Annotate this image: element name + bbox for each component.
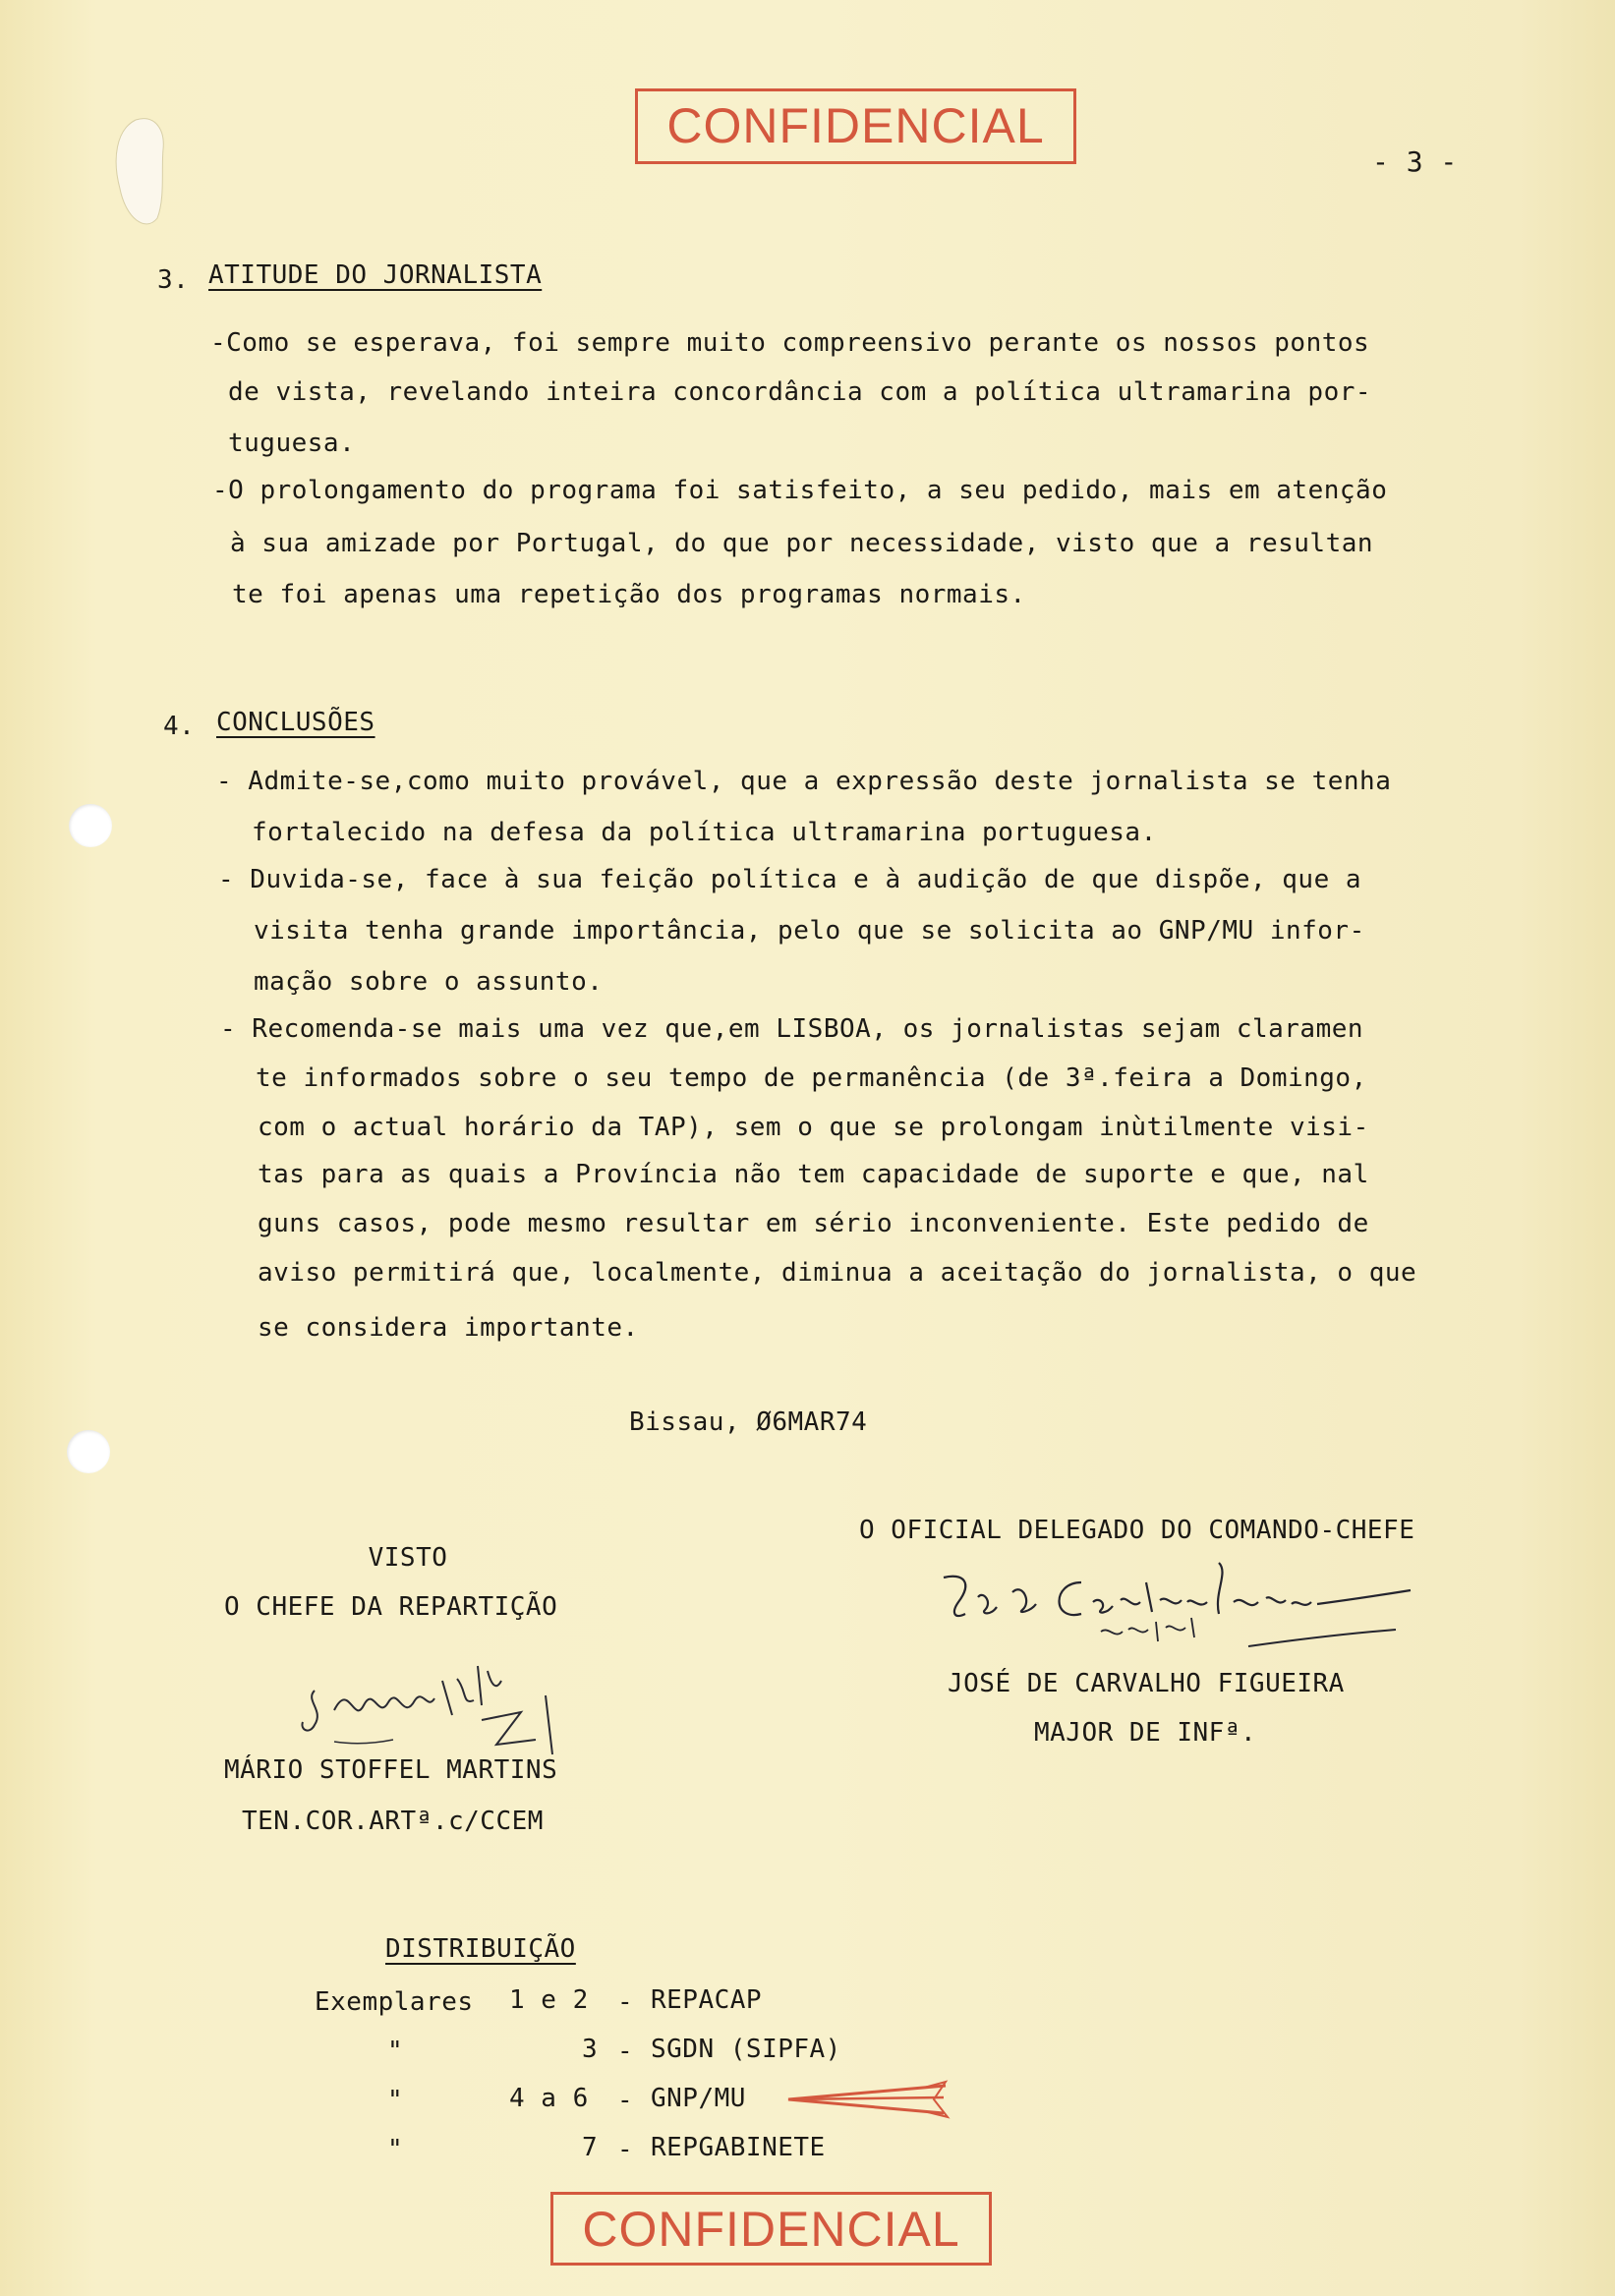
distribution-dash: - — [617, 1987, 634, 2017]
section-4-line: mação sobre o assunto. — [254, 967, 604, 997]
distribution-dash: - — [617, 2086, 634, 2115]
section-4-line: aviso permitirá que, localmente, diminua a aceitação do jornalista, o que — [258, 1258, 1417, 1288]
section-4-line: - Admite-se,como muito provável, que a expressão deste jornalista se tenha — [216, 767, 1392, 796]
distribution-label: " — [387, 2135, 404, 2164]
confidential-stamp-bottom: CONFIDENCIAL — [550, 2192, 992, 2266]
distribution-destination: REPACAP — [651, 1985, 763, 2015]
section-3-line: tuguesa. — [228, 429, 356, 458]
page-number: - 3 - — [1372, 145, 1458, 178]
section-4-line: visita tenha grande importância, pelo que se solicita ao GNP/MU infor- — [254, 916, 1365, 946]
section-4-line: guns casos, pode mesmo resultar em sério inconveniente. Este pedido de — [258, 1209, 1369, 1238]
section-4-line: com o actual horário da TAP), sem o que se prolongam inùtilmente visi- — [258, 1113, 1369, 1142]
section-3-line: -Como se esperava, foi sempre muito compreensivo perante os nossos pontos — [210, 328, 1370, 358]
right-signatory-name: JOSÉ DE CARVALHO FIGUEIRA — [948, 1669, 1345, 1698]
section-4-line: te informados sobre o seu tempo de permanência (de 3ª.feira a Domingo, — [256, 1063, 1367, 1093]
section-3-line: à sua amizade por Portugal, do que por necessidade, visto que a resultan — [230, 529, 1374, 558]
distribution-copies: 3 — [582, 2035, 599, 2064]
section-3-line: -O prolongamento do programa foi satisfeito, a seu pedido, mais em atenção — [212, 476, 1388, 505]
distribution-copies: 1 e 2 — [509, 1985, 589, 2015]
paper-tear — [106, 110, 165, 238]
section-3-title: ATITUDE DO JORNALISTA — [208, 260, 543, 290]
distribution-destination: GNP/MU — [651, 2084, 746, 2113]
section-3-line: de vista, revelando inteira concordância com a política ultramarina por- — [228, 377, 1372, 407]
distribution-dash: - — [617, 2135, 634, 2164]
left-handwritten-signature — [295, 1651, 590, 1759]
section-4-line: - Recomenda-se mais uma vez que,em LISBOA, os jornalistas sejam claramen — [220, 1014, 1364, 1044]
distribution-copies: 7 — [582, 2133, 599, 2162]
section-4-line: fortalecido na defesa da política ultramarina portuguesa. — [252, 818, 1157, 847]
right-signatory-role: O OFICIAL DELEGADO DO COMANDO-CHEFE — [859, 1516, 1415, 1545]
confidential-stamp-top: CONFIDENCIAL — [635, 88, 1076, 164]
left-signatory-name: MÁRIO STOFFEL MARTINS — [224, 1755, 558, 1785]
distribution-dash: - — [617, 2037, 634, 2066]
right-signatory-rank: MAJOR DE INFª. — [1034, 1718, 1257, 1748]
distribution-destination: SGDN (SIPFA) — [651, 2035, 841, 2064]
section-3-number: 3. — [157, 265, 190, 295]
left-signatory-rank: TEN.COR.ARTª.c/CCEM — [242, 1807, 544, 1836]
punch-hole-lower — [67, 1430, 110, 1473]
distribution-title: DISTRIBUIÇÃO — [385, 1934, 576, 1964]
distribution-label: " — [387, 2086, 404, 2115]
section-4-line: tas para as quais a Província não tem capacidade de suporte e que, nal — [258, 1160, 1369, 1189]
left-signatory-role: O CHEFE DA REPARTIÇÃO — [224, 1592, 558, 1622]
distribution-label: " — [387, 2037, 404, 2066]
section-4-number: 4. — [163, 712, 196, 741]
red-arrow-annotation — [777, 2074, 953, 2123]
section-4-line: se considera importante. — [258, 1313, 639, 1343]
place-date: Bissau, Ø6MAR74 — [629, 1407, 868, 1437]
section-3-line: te foi apenas uma repetição dos programas normais. — [232, 580, 1026, 609]
distribution-label: Exemplares — [315, 1987, 474, 2017]
visto-label: VISTO — [368, 1543, 448, 1573]
distribution-destination: REPGABINETE — [651, 2133, 826, 2162]
punch-hole-upper — [69, 804, 112, 847]
section-4-line: - Duvida-se, face à sua feição política e à audição de que dispõe, que a — [218, 865, 1362, 894]
right-handwritten-signature — [924, 1553, 1415, 1671]
distribution-copies: 4 a 6 — [509, 2084, 589, 2113]
section-4-title: CONCLUSÕES — [216, 708, 375, 737]
